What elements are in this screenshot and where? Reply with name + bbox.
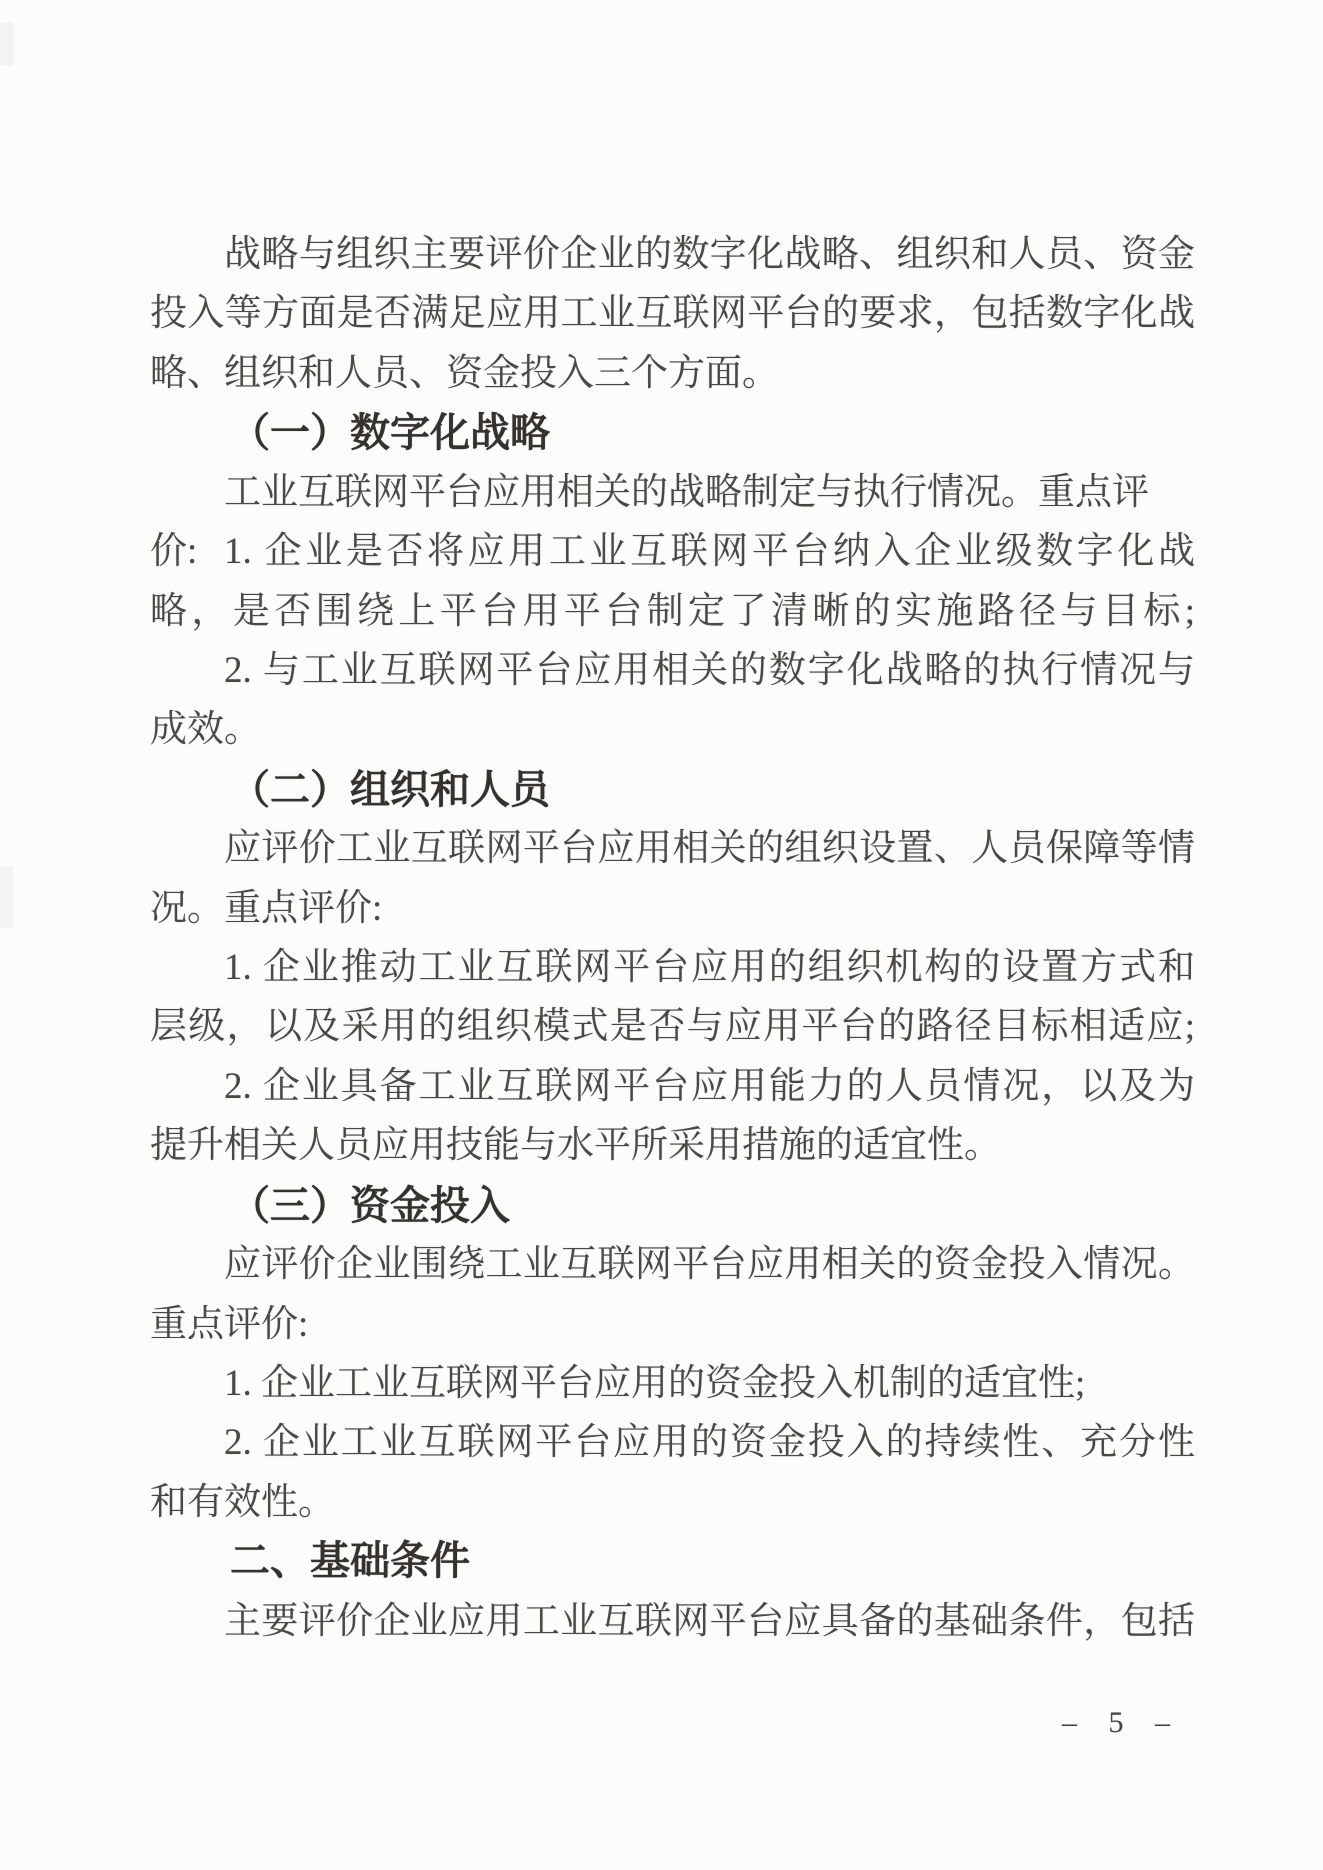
text-line: 投入等方面是否满足应用工业互联网平台的要求，包括数字化战 [150, 293, 1195, 335]
scan-artifact [0, 22, 14, 66]
sub-section-heading: （一）数字化战略 [230, 410, 550, 456]
text-line: 1. 企业工业互联网平台应用的资金投入机制的适宜性; [224, 1363, 1086, 1405]
text-line: 提升相关人员应用技能与水平所采用措施的适宜性。 [150, 1125, 1001, 1167]
page-number: – 5 – [1062, 1706, 1182, 1739]
text-line: 层级，以及采用的组织模式是否与应用平台的路径目标相适应; [150, 1006, 1195, 1048]
text-line: 工业互联网平台应用相关的战略制定与执行情况。重点评价: [150, 471, 1149, 573]
text-line: 2. 与工业互联网平台应用相关的数字化战略的执行情况与 [224, 649, 1195, 691]
text-line: 战略与组织主要评价企业的数字化战略、组织和人员、资金 [224, 234, 1195, 275]
document-body [150, 225, 1195, 1651]
text-line: 成效。 [150, 709, 261, 751]
text-line: 应评价工业互联网平台应用相关的组织设置、人员保障等情 [224, 828, 1195, 870]
section-heading: 二、基础条件 [230, 1539, 470, 1584]
text-line: 2. 企业具备工业互联网平台应用能力的人员情况，以及为 [224, 1065, 1195, 1107]
text-line: 略、组织和人员、资金投入三个方面。 [150, 352, 779, 394]
text-line: 1. 企业是否将应用工业互联网平台纳入企业级数字化战 [224, 531, 1195, 573]
text-line: 1. 企业推动工业互联网平台应用的组织机构的设置方式和 [224, 947, 1195, 989]
text-line: 重点评价: [150, 1303, 309, 1345]
text-line: 2. 企业工业互联网平台应用的资金投入的持续性、充分性 [224, 1422, 1195, 1464]
text-line: 应评价企业围绕工业互联网平台应用相关的资金投入情况。 [224, 1244, 1195, 1286]
sub-section-heading: （三）资金投入 [230, 1182, 510, 1228]
sub-section-heading: （二）组织和人员 [230, 766, 550, 812]
text-line: 况。重点评价: [150, 887, 383, 929]
text-line: 和有效性。 [150, 1481, 335, 1523]
text-line: 主要评价企业应用工业互联网平台应具备的基础条件，包括 [224, 1600, 1195, 1642]
text-line: 略，是否围绕上平台用平台制定了清晰的实施路径与目标; [150, 590, 1195, 632]
scan-artifact [0, 866, 13, 928]
